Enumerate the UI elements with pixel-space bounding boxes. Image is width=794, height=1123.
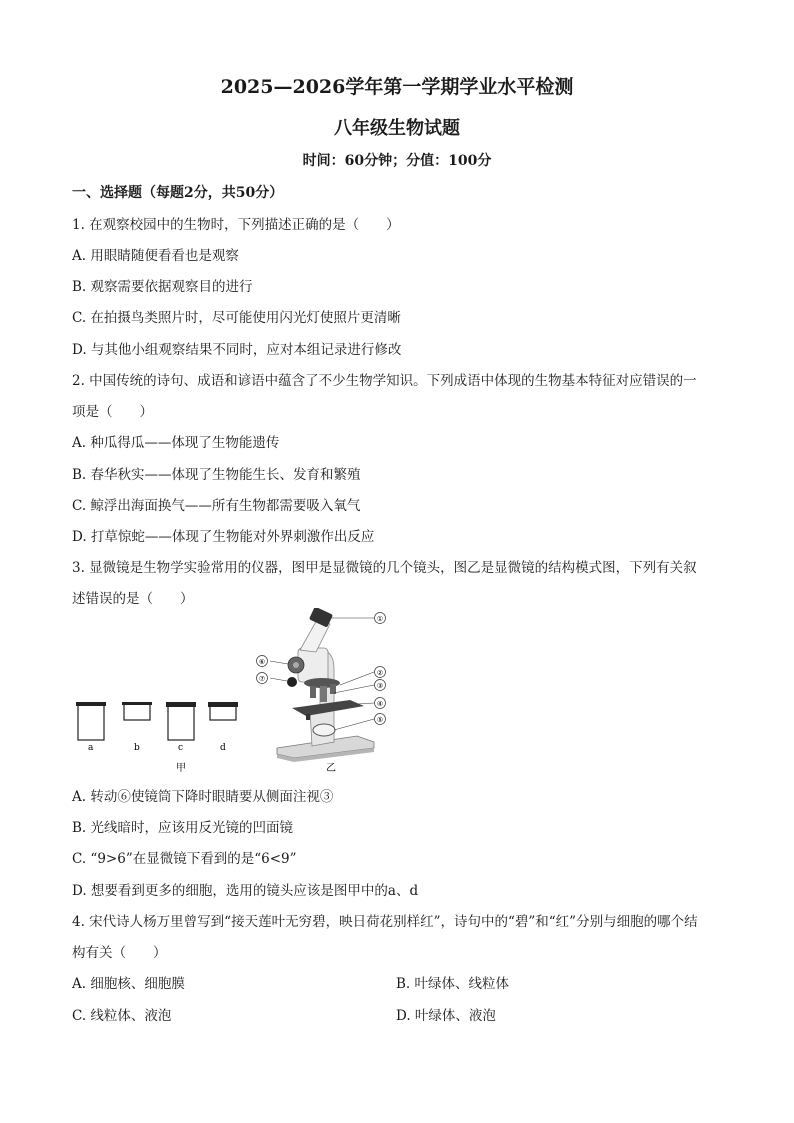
question-4-option-b: B. 叶绿体、线粒体 — [396, 976, 510, 992]
page-subtitle: 八年级生物试题 — [334, 118, 460, 139]
question-1-option-d: D. 与其他小组观察结果不同时，应对本组记录进行修改 — [72, 342, 402, 358]
microscope-figure — [72, 608, 412, 782]
question-1-option-b: B. 观察需要依据观察目的进行 — [72, 279, 253, 295]
question-2-option-a: A. 种瓜得瓜——体现了生物能遗传 — [72, 435, 280, 451]
question-2-stem-line2: 项是（ ） — [72, 404, 153, 420]
page-title: 2025—2026学年第一学期学业水平检测 — [220, 76, 574, 98]
question-1-stem: 1. 在观察校园中的生物时，下列描述正确的是（ ） — [72, 217, 400, 233]
question-3-option-d: D. 想要看到更多的细胞，选用的镜头应该是图甲中的a、d — [72, 883, 419, 899]
question-2-option-c: C. 鲸浮出海面换气——所有生物都需要吸入氧气 — [72, 498, 361, 514]
callout-5: ⑤ — [376, 716, 384, 724]
figure-caption-jia: 甲 — [176, 763, 186, 774]
question-3-option-c: C. “9>6”在显微镜下看到的是“6<9” — [72, 851, 297, 867]
callout-2: ② — [376, 669, 384, 677]
question-2-option-d: D. 打草惊蛇——体现了生物能对外界刺激作出反应 — [72, 529, 375, 545]
callout-4: ④ — [376, 700, 384, 708]
callout-3: ③ — [376, 682, 384, 690]
lens-c — [166, 702, 196, 740]
lens-a — [76, 702, 106, 740]
lens-label-b: b — [134, 743, 140, 753]
question-4-stem-line1: 4. 宋代诗人杨万里曾写到“接天莲叶无穷碧，映日荷花别样红”，诗句中的“碧”和“红”分别与细胞的哪个结 — [72, 914, 698, 930]
question-4-option-c: C. 线粒体、液泡 — [72, 1008, 172, 1024]
question-3-option-b: B. 光线暗时，应该用反光镜的凹面镜 — [72, 820, 294, 836]
lens-label-d: d — [220, 743, 226, 753]
question-3-stem-line2: 述错误的是（ ） — [72, 591, 194, 607]
callout-1: ① — [376, 615, 384, 623]
lens-b — [122, 702, 152, 720]
lens-label-c: c — [178, 743, 184, 753]
figure-caption-yi: 乙 — [326, 763, 336, 774]
question-4-option-d: D. 叶绿体、液泡 — [396, 1008, 496, 1024]
question-2-option-b: B. 春华秋实——体现了生物能生长、发育和繁殖 — [72, 467, 361, 483]
question-3-option-a: A. 转动⑥使镜筒下降时眼睛要从侧面注视③ — [72, 789, 334, 805]
question-4-option-a: A. 细胞核、细胞膜 — [72, 976, 185, 992]
exam-info: 时间：60分钟；分值：100分 — [302, 153, 492, 169]
lens-label-a: a — [88, 743, 94, 753]
question-3-stem-line1: 3. 显微镜是生物学实验常用的仪器，图甲是显微镜的几个镜头，图乙是显微镜的结构模式图，下列有关叙 — [72, 560, 697, 576]
microscope-drawing — [277, 608, 374, 762]
question-1-option-c: C. 在拍摄鸟类照片时，尽可能使用闪光灯使照片更清晰 — [72, 310, 401, 326]
callout-7: ⑦ — [258, 675, 266, 683]
question-2-stem-line1: 2. 中国传统的诗句、成语和谚语中蕴含了不少生物学知识。下列成语中体现的生物基本特征对应错误的一 — [72, 373, 697, 389]
section-heading: 一、选择题（每题2分，共50分） — [72, 185, 284, 201]
callout-6: ⑥ — [258, 658, 266, 666]
microscope-figure-svg — [72, 608, 412, 778]
question-1-option-a: A. 用眼睛随便看看也是观察 — [72, 248, 239, 264]
lens-d — [208, 702, 238, 720]
question-4-stem-line2: 构有关（ ） — [72, 945, 167, 961]
